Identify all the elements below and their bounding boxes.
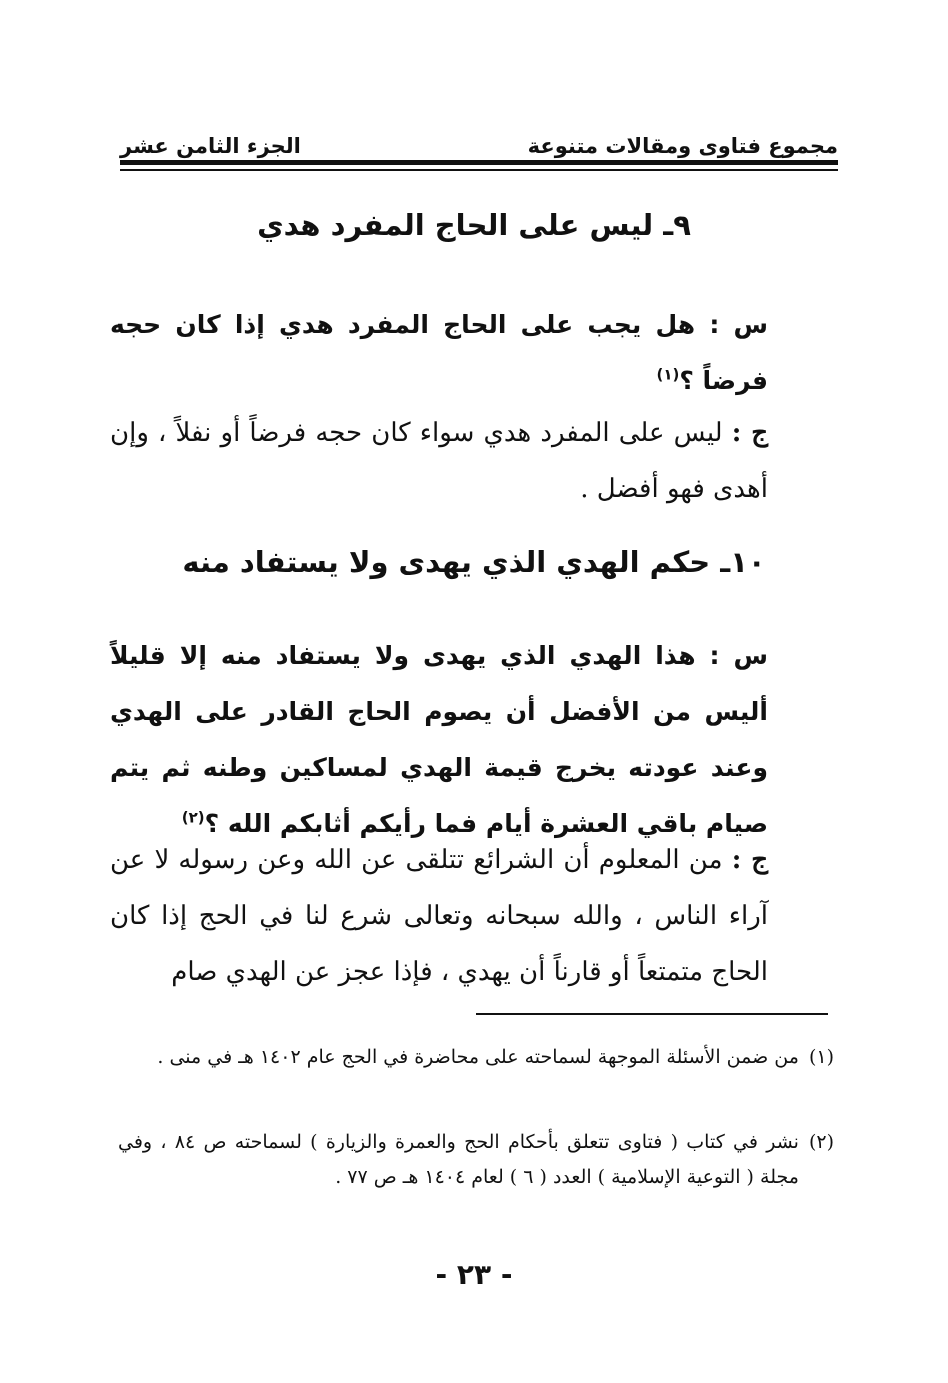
section-9-answer — [110, 405, 768, 517]
footnote-number: (٢) — [808, 1131, 834, 1153]
section-9-title: ٩ـ ليس على الحاج المفرد هدي — [257, 208, 691, 242]
section-10-question — [110, 628, 768, 852]
answer-text: ليس على المفرد هدي سواء كان حجه فرضاً أو نفلاً ، وإن أهدى فهو أفضل . — [110, 418, 768, 504]
answer-marker: ج : — [731, 418, 769, 448]
footnote-ref: (١) — [656, 365, 680, 384]
footnote-number: (١) — [808, 1046, 834, 1068]
answer-text: من المعلوم أن الشرائع تتلقى عن الله وعن رسوله لا عن آراء الناس ، والله سبحانه وتعالى شرع لنا في الحج إذا كان الحاج متمتعاً أو قارناً أن يهدي ، فإذا عجز عن الهدي صام — [110, 845, 768, 987]
question-text: هل يجب على الحاج المفرد هدي إذا كان حجه فرضاً ؟ — [110, 310, 768, 395]
header-rule-thick — [120, 160, 838, 165]
question-marker: س : — [709, 310, 768, 339]
section-10-title: ١٠ـ حكم الهدي الذي يهدى ولا يستفاد منه — [182, 545, 766, 579]
footnote-2 — [118, 1125, 834, 1195]
section-9-question — [110, 297, 768, 409]
footnote-ref: (٢) — [181, 808, 205, 827]
answer-marker: ج : — [731, 845, 769, 875]
running-header — [120, 118, 838, 158]
question-marker: س : — [709, 641, 768, 670]
page-number: - ٢٣ - — [435, 1258, 513, 1291]
question-text: هذا الهدي الذي يهدى ولا يستفاد منه إلا قليلاً أليس من الأفضل أن يصوم الحاج القادر على الهدي وعند عودته يخرج قيمة الهدي لمساكين وطنه ثم يتم صيام باقي العشرة أيام فما رأيكم أثابكم الله ؟ — [110, 641, 768, 838]
footnote-separator — [476, 1013, 828, 1015]
volume-label: الجزء الثامن عشر — [120, 134, 301, 158]
book-title: مجموع فتاوى ومقالات متنوعة — [527, 134, 838, 158]
header-rule-thin — [120, 169, 838, 171]
footnote-text: نشر في كتاب ( فتاوى تتعلق بأحكام الحج والعمرة والزيارة ) لسماحته ص ٨٤ ، وفي مجلة ( التوعية الإسلامية ) العدد ( ٦ ) لعام ١٤٠٤ هـ ص ٧٧ . — [118, 1131, 799, 1188]
footnote-text: من ضمن الأسئلة الموجهة لسماحته على محاضرة في الحج عام ١٤٠٢ هـ في منى . — [157, 1046, 799, 1068]
section-10-answer — [110, 832, 768, 1000]
footnote-1 — [118, 1040, 834, 1075]
